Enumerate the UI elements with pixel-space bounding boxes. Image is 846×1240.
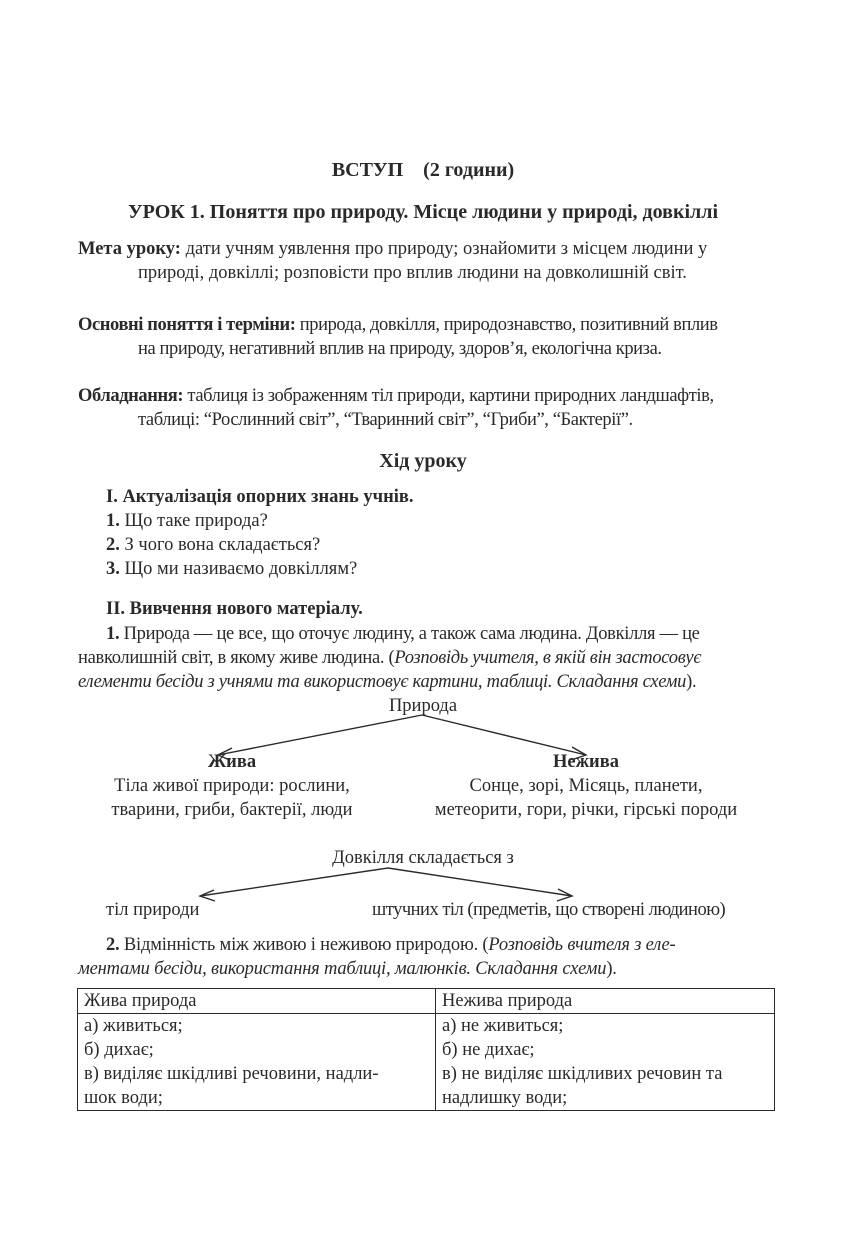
concepts-label: Основні поняття і терміни: xyxy=(78,315,296,335)
course-title: Хід уроку xyxy=(379,450,467,472)
diagram2-left: тіл природи xyxy=(106,900,200,920)
concepts-line2: на природу, негативний вплив на природу, здоров’я, екологічна криза. xyxy=(138,339,662,359)
intro-title: ВСТУП (2 години) xyxy=(331,159,515,181)
living-title: Жива xyxy=(207,752,257,772)
table-row xyxy=(78,1014,775,1111)
goal-line2: природі, довкіллі; розповісти про вплив людини на довколишній світ. xyxy=(138,263,687,283)
list-item: 2. З чого вона складається? xyxy=(106,535,321,555)
header-nonliving: Нежива природа xyxy=(436,989,775,1014)
arrow-left xyxy=(200,868,388,896)
lesson-goal xyxy=(78,237,768,285)
equipment-label: Обладнання: xyxy=(78,386,184,406)
section2-paragraph1: 1. Природа — це все, що оточує людину, а також сама людина. Довкілля — це навколишній світ, в якому живе людина. (Розповідь учителя, в якій він застосовує елементи бесіди з учнями та використовує картини, таблиці. Складання схеми). xyxy=(78,624,702,692)
diagram1-root: Природа xyxy=(388,696,458,716)
question-list xyxy=(106,509,357,581)
arrow-left xyxy=(218,715,422,755)
equipment-line1: таблиця із зображенням тіл природи, картини природних ландшафтів, xyxy=(187,386,714,406)
list-item: 1. Що таке природа? xyxy=(106,511,268,531)
goal-label: Мета уроку: xyxy=(78,239,181,259)
section2-paragraph2: 2. Відмінність між живою і неживою природою. (Розповідь вчителя з еле- ментами бесіди, використання таблиці, малюнків. Складання схеми). xyxy=(78,935,676,979)
nonliving-title: Нежива xyxy=(553,752,619,772)
arrow-right xyxy=(388,868,572,896)
header-living: Жива природа xyxy=(78,989,436,1014)
nonliving-properties: а) не живиться; б) не дихає; в) не виділяє шкідливих речовин та надлишку води; xyxy=(436,1014,775,1111)
table-header-row xyxy=(78,989,775,1014)
comparison-table xyxy=(77,988,775,1111)
diagram1-left: Жива Тіла живої природи: рослини, тварини, гриби, бактерії, люди xyxy=(77,750,387,822)
concepts-line1: природа, довкілля, природознавство, позитивний вплив xyxy=(299,315,718,335)
section1-title: I. Актуалізація опорних знань учнів. xyxy=(106,487,414,507)
diagram2-root: Довкілля складається з xyxy=(332,848,514,868)
goal-line1: дати учням уявлення про природу; ознайомити з місцем людини у xyxy=(185,239,708,259)
diagram1-right: Нежива Сонце, зорі, Місяць, планети, метеорити, гори, річки, гірські породи xyxy=(406,750,766,822)
key-concepts xyxy=(78,313,768,361)
list-item: 3. Що ми називаємо довкіллям? xyxy=(106,559,358,579)
diagram2-right: штучних тіл (предметів, що створені людиною) xyxy=(372,900,726,920)
arrow-right xyxy=(422,715,586,755)
living-properties: а) живиться; б) дихає; в) виділяє шкідливі речовини, надли- шок води; xyxy=(78,1014,436,1111)
section2-title: II. Вивчення нового матеріалу. xyxy=(106,599,363,619)
lesson-title: УРОК 1. Поняття про природу. Місце людини у природі, довкіллі xyxy=(127,201,719,223)
equipment xyxy=(78,384,768,432)
equipment-line2: таблиці: “Рослинний світ”, “Тваринний світ”, “Гриби”, “Бактерії”. xyxy=(138,410,633,430)
